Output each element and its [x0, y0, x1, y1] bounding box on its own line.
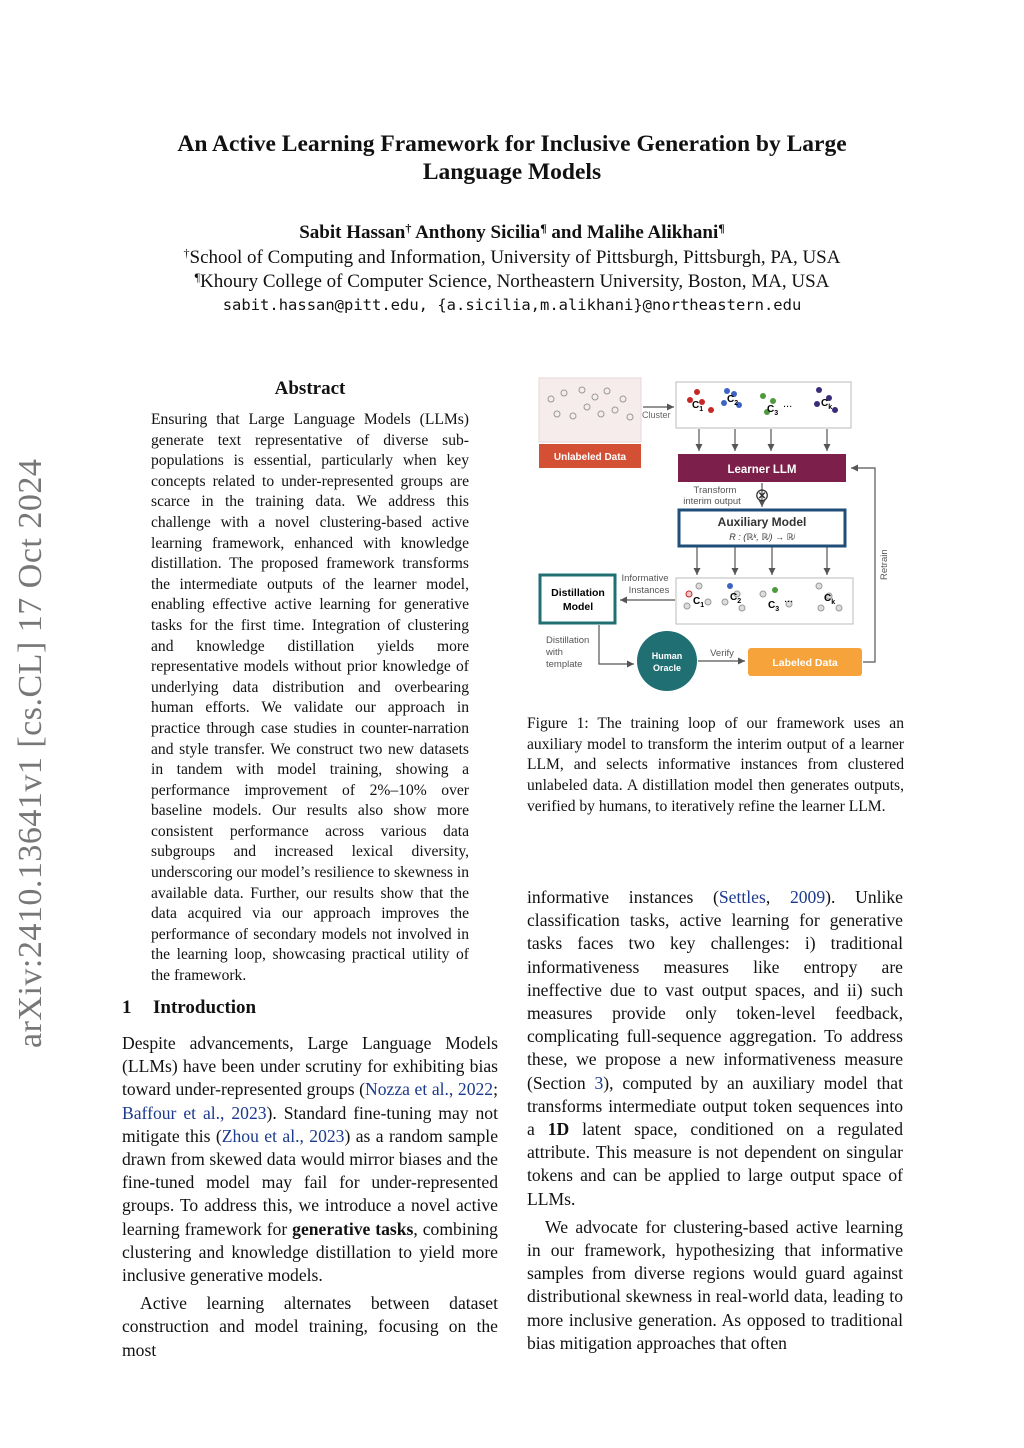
author-separator: and	[551, 222, 583, 243]
human-oracle-circle	[637, 631, 697, 691]
text-run: ). Standard fine-tuning may not mitigate this (	[122, 1102, 498, 1146]
transform-label-1: Transform	[693, 485, 737, 496]
aux-to-instances-arrows	[697, 547, 827, 575]
cluster-k-label: $C_k$	[821, 398, 833, 411]
author-name: Sabit Hassan	[299, 222, 406, 243]
cluster-label: Cluster	[642, 410, 671, 420]
affiliation-1	[0, 247, 1024, 269]
left-column-text	[122, 1032, 498, 1362]
paragraph	[527, 886, 903, 1211]
affiliation-2	[0, 271, 1024, 293]
author-name: Malihe Alikhani	[586, 222, 719, 243]
distillation-model-label-1: Distillation	[551, 587, 605, 599]
human-oracle-label-2: Oracle	[652, 663, 682, 673]
informative-label-2: Instances	[628, 585, 670, 596]
affiliation-text: School of Computing and Information, University of Pittsburgh, Pittsburgh, PA, USA	[189, 247, 841, 268]
text-run: ,	[765, 887, 790, 907]
selected-cluster-1-label: $C_1$	[693, 596, 705, 609]
selected-cluster-2-label: $C_2$	[730, 592, 742, 605]
text-run: informative instances (	[527, 887, 719, 907]
bold-term: generative tasks	[292, 1218, 414, 1239]
distill-template-label-2: with	[546, 647, 563, 658]
otimes-icon: ⊗	[754, 485, 770, 505]
transform-label-2: interim output	[683, 496, 741, 507]
informative-label-1: Informative	[621, 573, 669, 584]
paragraph	[122, 1032, 498, 1287]
retrain-label: Retrain	[879, 549, 890, 580]
citation-link[interactable]: Zhou et al., 2023	[221, 1125, 345, 1146]
labeled-data-label: Labeled Data	[772, 657, 838, 669]
citation-link[interactable]: Baffour et al., 2023	[122, 1102, 267, 1123]
clusters-to-learner-arrows	[699, 429, 827, 451]
text-run: latent space, conditioned on a regulated attribute. This measure is not dependent on singular tokens and can be applied to large output space of LLMs.	[527, 1119, 903, 1209]
author-list	[0, 222, 1024, 244]
figure-1-caption: Figure 1: The training loop of our framework uses an auxiliary model to transform the interim output of a learner LLM, and selects informative instances from clustered unlabeled data. A distillation model then generates outputs, verified by humans, to iteratively refine the learner LLM.	[527, 715, 904, 815]
right-column-text	[527, 886, 903, 1355]
bold-term: 1D	[547, 1119, 570, 1140]
section-number: 1	[122, 997, 132, 1018]
text-run: ;	[493, 1079, 498, 1100]
arxiv-stamp: arXiv:2410.13641v1 [cs.CL] 17 Oct 2024	[12, 458, 49, 1048]
unlabeled-pool-box	[539, 378, 641, 442]
section-heading	[122, 997, 256, 1019]
affiliation-mark: ¶	[718, 221, 725, 235]
cluster-1-label: $C_1$	[692, 400, 704, 413]
selected-cluster-k-label: $C_k$	[824, 593, 836, 606]
abstract-heading: Abstract	[274, 378, 346, 399]
figure-1-diagram	[527, 372, 904, 692]
unlabeled-data-label: Unlabeled Data	[553, 452, 627, 463]
affiliation-mark: †	[183, 246, 190, 260]
human-oracle-label-1: Human	[651, 651, 683, 661]
text-run: ), computed by an auxiliary model that transforms intermediate output token sequences into a	[527, 1072, 903, 1140]
text-run: Despite advancements, Large Language Models (LLMs) have been under scrutiny for exhibiting bias toward under-represented groups (	[122, 1033, 498, 1100]
paragraph: We advocate for clustering-based active learning in our framework, hypothesizing that informative samples from diverse regions would guard against distributional skewness in real-world data, leading to more inclusive generation. As opposed to traditional bias mitigation approaches that often	[527, 1216, 903, 1353]
selected-cluster-3-label: $C_3$	[768, 600, 780, 613]
citation-link[interactable]: Nozza et al., 2022	[365, 1079, 494, 1100]
selected-ellipsis: ...	[784, 593, 794, 605]
learner-llm-label: Learner LLM	[727, 464, 797, 476]
affiliation-mark: ¶	[194, 270, 201, 284]
text-run: ) as a random sample drawn from skewed data would mirror biases and the fine-tuned model may fail for under-represented groups. To address this, we introduce a novel active learning framework for	[122, 1125, 499, 1239]
text-run: , combining clustering and knowledge distillation to yield more inclusive generative models.	[122, 1218, 498, 1286]
distillation-model-label-2: Model	[562, 601, 594, 613]
cluster-3-label: $C_3$	[767, 404, 779, 417]
citation-link[interactable]: Settles	[718, 887, 766, 907]
auxiliary-model-label: Auxiliary Model	[717, 515, 807, 529]
distillation-model-box	[540, 575, 615, 623]
author-name: Anthony Sicilia	[415, 222, 541, 243]
title-line-2: Language Models	[422, 159, 602, 185]
distill-template-label-1: Distillation	[546, 635, 590, 646]
affiliation-text: Khoury College of Computer Science, Northeastern University, Boston, MA, USA	[200, 271, 830, 292]
affiliation-mark: †	[405, 221, 412, 235]
abstract-body: Ensuring that Large Language Models (LLMs) generate text representative of diverse sub-populations is essential, particularly when key concepts related to under-represented groups are scarce in the training data. We address this challenge with a novel clustering-based active learning framework, enhanced with knowledge distillation. The proposed framework transforms the intermediate outputs of the learner model, enabling effective active learning for generative tasks for the first time. Integration of clustering and knowledge distillation yields more representative models without prior knowledge of underlying data distribution and overbearing human efforts. We validate our approach in practice through case studies in counter-narration and style transfer. We construct two new datasets in tandem with model training, showing a performance improvement of 2%–10% over baseline models. Our results also show more consistent performance across various data subgroups and increased lexical diversity, underscoring our model’s resilience to skewness in available data. Further, our results show that the data acquired via our approach improves the performance of secondary models not involved in the learning loop, showcasing practical utility of the framework.	[151, 411, 469, 985]
paragraph: Active learning alternates between dataset construction and model training, focusing on the most	[122, 1293, 498, 1360]
distillation-to-oracle-arrow	[599, 625, 634, 664]
section-link[interactable]: 3	[594, 1072, 604, 1093]
distill-template-label-3: template	[546, 659, 583, 670]
citation-link[interactable]: 2009	[789, 887, 826, 907]
retrain-arrow	[851, 468, 875, 662]
affiliation-mark: ¶	[540, 221, 547, 235]
verify-label: Verify	[710, 648, 734, 659]
auxiliary-formula: R : (ℝᵏ, ℝʲ) → ℝʲ	[729, 532, 795, 542]
paper-title	[100, 130, 924, 186]
cluster-2-label: $C_2$	[727, 394, 739, 407]
text-run: ). Unlike classification tasks, active learning for generative tasks faces two key challenges: i) traditional informativeness measures like entropy are ineffective due to vast output spaces, and ii) such measures provide only token-level feedback, complicating full-sequence aggregation. To address these, we propose a new informativeness measure (Section	[527, 887, 903, 1093]
author-emails: sabit.hassan@pitt.edu, {a.sicilia,m.alikhani}@northeastern.edu	[222, 296, 802, 314]
title-line-1: An Active Learning Framework for Inclusive Generation by Large	[177, 131, 847, 157]
section-title: Introduction	[153, 997, 257, 1018]
cluster-ellipsis: ...	[783, 398, 793, 410]
